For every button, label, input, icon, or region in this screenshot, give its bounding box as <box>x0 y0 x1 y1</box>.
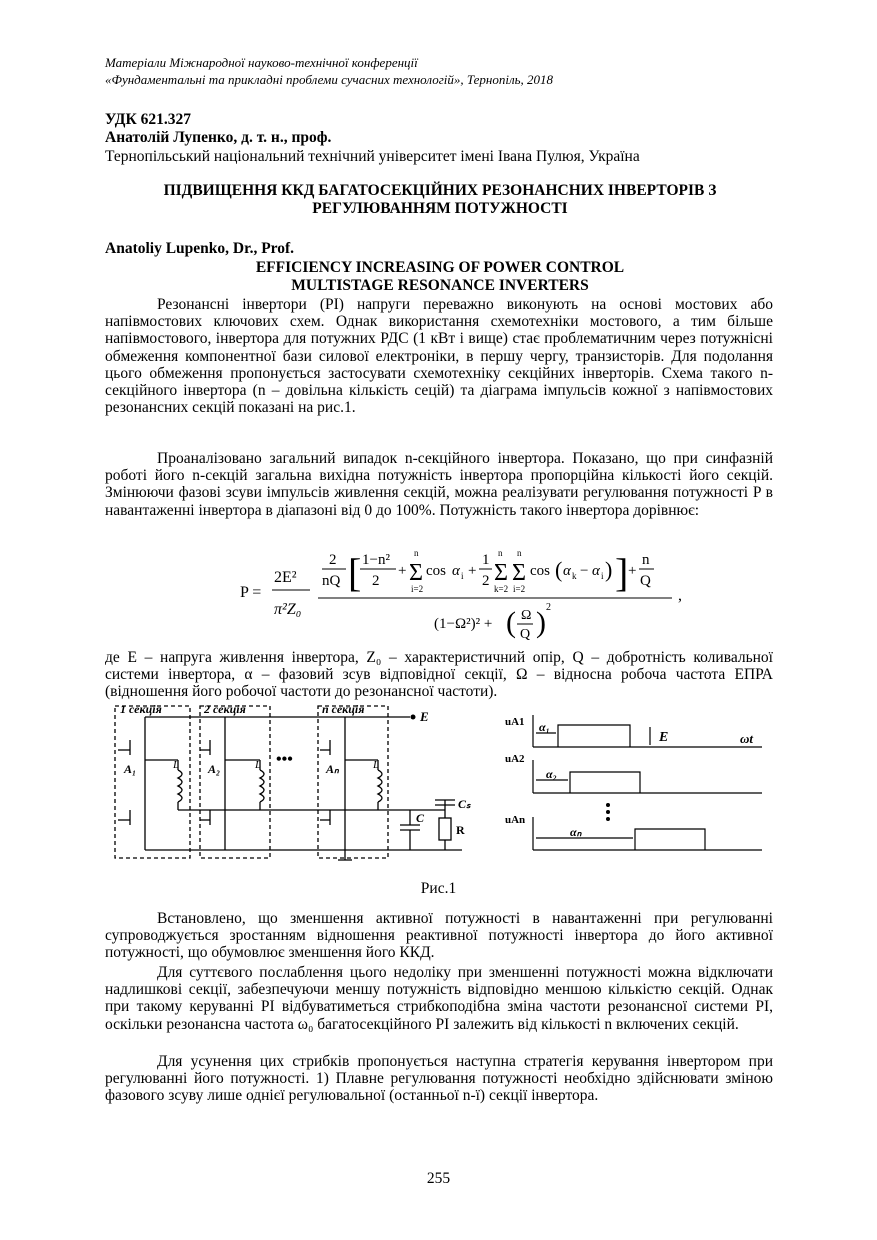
conference-line-1: Матеріали Міжнародної науково-технічної конференції <box>105 55 418 70</box>
udk-code: УДК 621.327 <box>105 111 191 128</box>
svg-text:n: n <box>517 548 522 558</box>
title-uk-line-2: РЕГУЛЮВАННЯМ ПОТУЖНОСТІ <box>312 200 568 217</box>
svg-text:+: + <box>628 563 637 579</box>
paragraph-6 <box>105 1053 773 1105</box>
svg-text:Ω: Ω <box>521 608 532 623</box>
svg-text:1: 1 <box>482 552 490 568</box>
page-number: 255 <box>426 1170 451 1187</box>
svg-text:k: k <box>572 571 577 581</box>
svg-text:Σ: Σ <box>512 560 526 586</box>
label-section-n: n секція <box>322 702 365 716</box>
paragraph-4 <box>105 910 773 962</box>
svg-text:α: α <box>452 563 460 579</box>
svg-text:α: α <box>592 563 600 579</box>
svg-text:Σ: Σ <box>409 560 423 586</box>
svg-text:2: 2 <box>372 573 380 589</box>
author-uk: Анатолій Лупенко, д. т. н., проф. <box>105 129 332 146</box>
svg-text:): ) <box>536 606 546 639</box>
svg-text:(: ( <box>555 557 563 582</box>
svg-text:): ) <box>605 557 613 582</box>
paragraph-1-text: Резонансні інвертори (РІ) напруги переважно виконують на основі мостових або напівмостових ключових схем. Однак використання схемотехніки мостового, а тим більше напівмостового, інвертора для потужних РДС (1 кВт і вище) стає проблематичним через потужнісні обмеження компонентної бази силової електроніки, в першу чергу, транзисторів. Для подолання цього обмеження пропонується застосувати схемотехніку секційних інверторів. Схема такого n-секційного інвертора (n – довільна кількість сецій) та діаграма імпульсів кожної з напівмостових резонансних секцій показані на рис.1. <box>105 296 773 417</box>
power-formula <box>230 540 690 648</box>
label-omega-t: ωt <box>740 731 754 746</box>
svg-text:i: i <box>461 571 464 581</box>
svg-text:n: n <box>498 548 503 558</box>
svg-text:2: 2 <box>546 602 551 613</box>
svg-text:i=2: i=2 <box>411 584 424 594</box>
paragraph-2 <box>105 450 773 519</box>
label-alphan: αₙ <box>570 825 582 839</box>
section-n-box <box>318 706 388 858</box>
formula-trailing: , <box>678 587 682 604</box>
label-section-2: 2 секція <box>204 702 246 716</box>
svg-text:(: ( <box>506 606 516 639</box>
svg-text:Q: Q <box>640 573 651 589</box>
title-en <box>105 259 775 295</box>
paragraph-3 <box>105 649 773 701</box>
label-r: R <box>456 823 465 837</box>
svg-text:k=2: k=2 <box>494 584 509 594</box>
paragraph-1 <box>105 296 773 416</box>
formula-coef-den: π²Z₀ <box>274 601 302 618</box>
svg-text:(1−Ω²)² +: (1−Ω²)² + <box>434 616 493 632</box>
paragraph-4-text: Встановлено, що зменшення активної потужності в навантаженні при регулюванні супроводжується зростанням відношення реактивної потужності інвертора до його активної потужності, що обумовлює зменшення його ККД. <box>105 910 773 962</box>
label-a1: A₁ <box>124 762 137 776</box>
author-en: Anatoliy Lupenko, Dr., Prof. <box>105 240 295 257</box>
conference-line-2: «Фундаментальні та прикладні проблеми сучасних технологій», Тернопіль, 2018 <box>105 72 554 87</box>
vertical-ellipsis-dot <box>606 817 610 821</box>
svg-text:−: − <box>580 563 589 579</box>
svg-text:[: [ <box>348 550 362 595</box>
label-uan: uAn <box>505 814 526 826</box>
title-uk <box>105 182 775 218</box>
svg-text:2: 2 <box>329 552 337 568</box>
label-ln: L <box>373 759 380 771</box>
svg-text:]: ] <box>615 550 629 595</box>
affiliation: Тернопільський національний технічний університет імені Івана Пулюя, Україна <box>105 148 640 165</box>
paragraph-6-text: Для усунення цих стрибків пропонується наступна стратегія керування інвертором при регулюванні його потужності. 1) Плавне регулювання потужності необхідно здійснювати зміною фазового зсуву лише однієї регулювальної (останньої n-ї) секції інвертора. <box>105 1053 773 1105</box>
svg-text:+: + <box>398 563 407 579</box>
title-uk-line-1: ПІДВИЩЕННЯ ККД БАГАТОСЕКЦІЙНИХ РЕЗОНАНСНИХ ІНВЕРТОРІВ З <box>163 182 717 199</box>
svg-text:+: + <box>468 563 477 579</box>
label-ua2: uA2 <box>505 753 525 765</box>
vertical-ellipsis-dot <box>606 803 610 807</box>
svg-text:Σ: Σ <box>494 560 508 586</box>
svg-text:cos: cos <box>530 563 550 579</box>
svg-text:nQ: nQ <box>322 573 341 589</box>
paragraph-5-text: Для суттєвого послаблення цього недоліку при зменшенні потужності можна відключати надлишкові секції, забезпечуючи меншу потужність відповідно меншою кількістю секцій. Однак при такому керуванні РІ відбуватиметься стрибкоподібна зміна частоти резонансної системи РІ, оскільки резонансна частота ω₀ багатосекційного РІ залежить від кількості n включених секцій. <box>105 964 773 1033</box>
label-amplitude-e: E <box>659 730 669 745</box>
formula-lhs: P = <box>240 584 262 601</box>
label-cs: Cₛ <box>458 797 471 811</box>
paragraph-3-text: де E – напруга живлення інвертора, Z₀ – характеристичний опір, Q – добротність коливальної системи інвертора, α – фазовий зсув відповідної секції, Ω – відносна робоча частота ЕПРА (відношення його робочої частоти до резонансної частоти). <box>105 649 773 701</box>
sections-ellipsis: ••• <box>276 751 293 768</box>
pulse-diagram <box>500 705 770 855</box>
paragraph-2-text: Проаналізовано загальний випадок n-секційного інвертора. Показано, що при синфазній роботі його n-секцій загальна вихідна потужність інвертора пропорційна кількості його секцій. Змінюючи фазові зсуви імпульсів живлення секцій, можна реалізувати регулювання потужності P в навантаженні інвертора в діапазоні від 0 до 100%. Потужність такого інвертора дорівнює: <box>105 450 773 519</box>
label-alpha1: α₁ <box>539 720 550 734</box>
svg-text:n: n <box>414 548 419 558</box>
svg-text:2: 2 <box>482 573 490 589</box>
label-an: Aₙ <box>326 762 339 776</box>
svg-text:1−n²: 1−n² <box>362 552 390 568</box>
figure-caption: Рис.1 <box>420 880 457 897</box>
svg-text:α: α <box>563 563 571 579</box>
label-ua1: uA1 <box>505 716 525 728</box>
svg-text:Q: Q <box>520 627 531 642</box>
label-alpha2: α₂ <box>546 767 557 781</box>
title-en-line-2: MULTISTAGE RESONANCE INVERTERS <box>291 277 589 294</box>
section-1-box <box>115 706 190 858</box>
paragraph-5 <box>105 964 773 1033</box>
formula-coef-num: 2E² <box>274 569 297 586</box>
label-c: C <box>416 811 425 825</box>
title-en-line-1: EFFICIENCY INCREASING OF POWER CONTROL <box>255 259 625 276</box>
svg-text:n: n <box>642 552 650 568</box>
svg-text:i: i <box>601 571 604 581</box>
section-2-box <box>200 706 270 858</box>
label-l2: L <box>255 759 262 771</box>
label-supply-e: E <box>420 709 429 724</box>
inverter-schematic <box>100 700 471 865</box>
label-l1: L <box>173 759 180 771</box>
label-section-1: 1 секція <box>120 702 162 716</box>
label-a2: A₂ <box>208 762 221 776</box>
svg-text:i=2: i=2 <box>513 584 526 594</box>
svg-text:cos: cos <box>426 563 446 579</box>
vertical-ellipsis-dot <box>606 810 610 814</box>
